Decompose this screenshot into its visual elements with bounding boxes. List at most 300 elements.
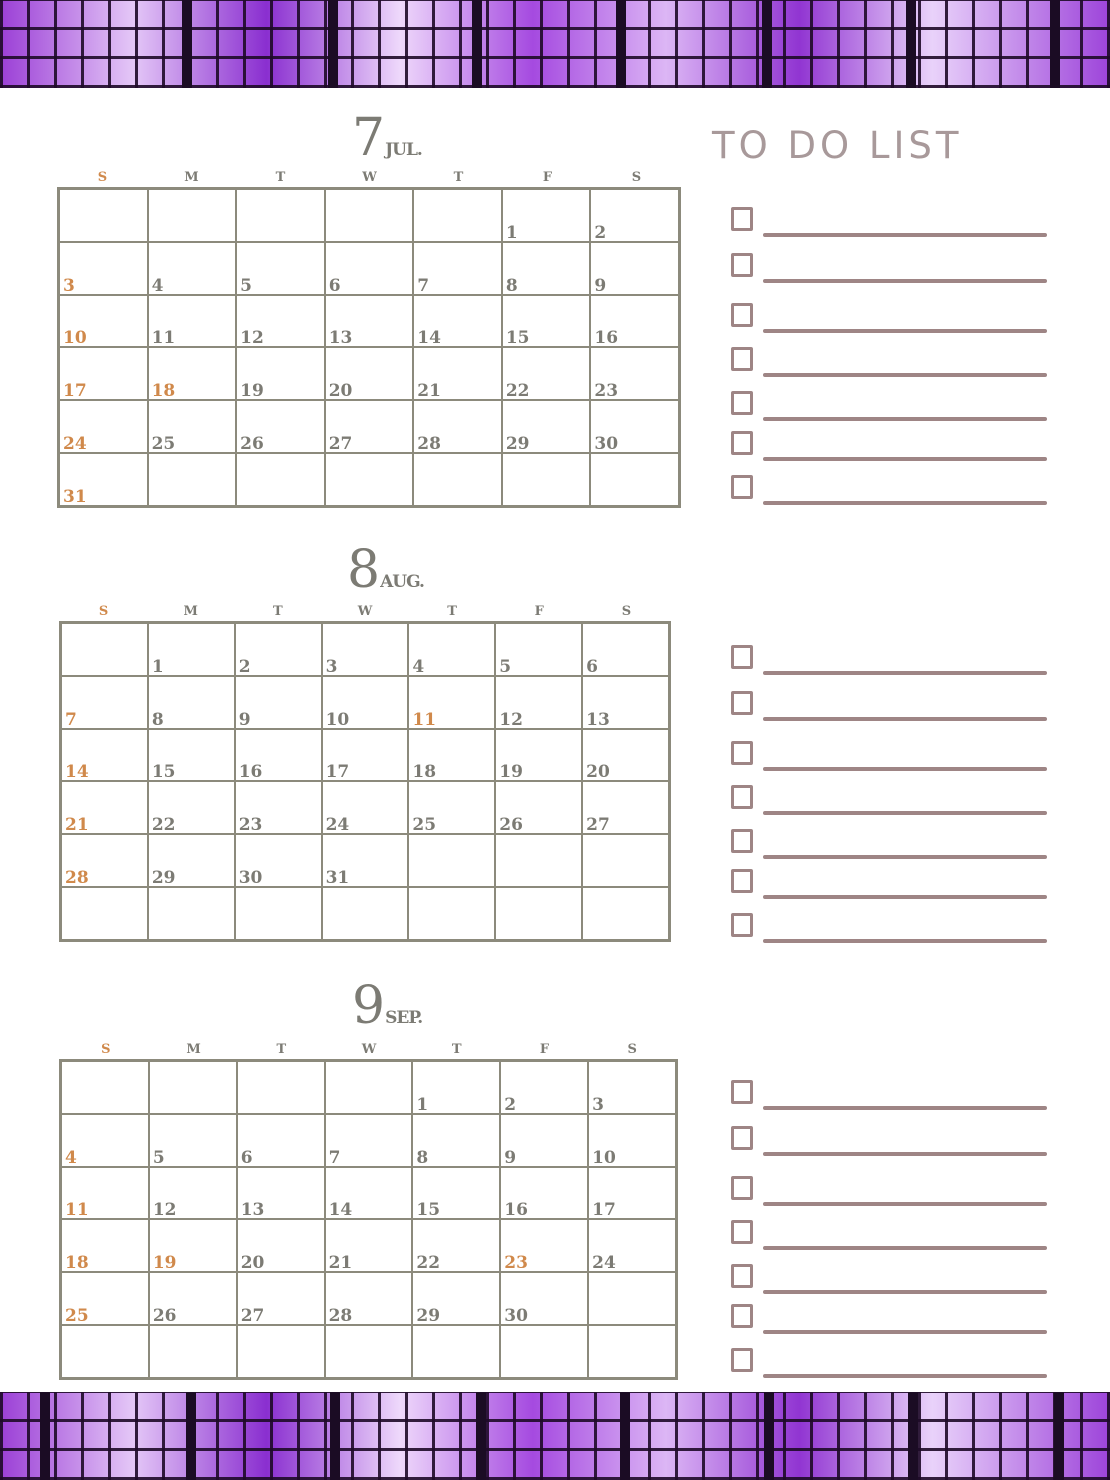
calendar-day-cell[interactable] [148,242,237,295]
weekday-label: S [621,604,632,619]
calendar-day-cell[interactable] [500,1114,588,1167]
calendar-day-cell[interactable] [325,1272,413,1325]
day-number: 23 [504,1253,528,1274]
day-number: 5 [240,275,252,296]
day-number: 3 [325,656,338,677]
day-number: 21 [417,381,441,402]
day-number: 14 [417,328,441,349]
weekday-label: W [362,170,377,185]
day-number: 24 [325,815,350,836]
day-number: 7 [65,709,77,730]
calendar-day-cell[interactable] [325,1061,413,1114]
todo-item [728,645,1048,679]
day-number: 1 [416,1094,429,1115]
calendar-day-cell[interactable] [235,676,322,729]
calendar-day-cell[interactable] [590,453,679,506]
calendar-day-cell[interactable] [325,189,414,242]
calendar-day-cell[interactable] [237,1167,325,1220]
todo-checkbox[interactable] [731,1304,753,1328]
calendar-day-cell[interactable] [500,1325,588,1378]
day-number: 13 [328,328,353,349]
calendar-day-cell[interactable] [59,189,148,242]
calendar-day-cell[interactable] [61,1325,149,1378]
todo-checkbox[interactable] [731,785,753,809]
todo-write-line[interactable] [763,373,1047,377]
todo-write-line[interactable] [763,1290,1047,1294]
todo-write-line[interactable] [763,329,1047,333]
day-number: 22 [151,815,176,836]
calendar-day-cell[interactable] [148,676,235,729]
calendar-day-cell[interactable] [495,781,582,834]
day-number: 27 [328,434,353,455]
day-number: 22 [505,381,530,402]
todo-item [728,431,1048,465]
calendar-day-cell[interactable] [408,887,495,940]
calendar-day-cell[interactable] [148,729,235,782]
weekday-label: S [627,1042,637,1057]
weekday-header-sep [62,1042,676,1057]
calendar-day-cell[interactable] [149,1167,237,1220]
day-number: 8 [151,709,164,730]
todo-checkbox[interactable] [731,691,753,715]
day-number: 2 [594,222,607,243]
calendar-day-cell[interactable] [408,781,495,834]
day-number: 8 [505,275,518,296]
todo-checkbox[interactable] [731,303,753,327]
day-number: 18 [412,762,437,783]
weekday-label: M [184,170,199,185]
calendar-day-cell[interactable] [235,834,322,887]
calendar-day-cell[interactable] [149,1272,237,1325]
calendar-day-cell[interactable] [148,453,237,506]
calendar-day-cell[interactable] [148,347,237,400]
day-number: 11 [151,328,176,349]
calendar-day-cell[interactable] [322,623,409,676]
day-number: 12 [240,328,264,349]
calendar-day-cell[interactable] [61,1167,149,1220]
calendar-day-cell[interactable] [61,1272,149,1325]
calendar-day-cell[interactable] [588,1167,676,1220]
calendar-day-cell[interactable] [413,295,502,348]
todo-item [728,913,1048,947]
weekday-label: T [451,1042,462,1057]
todo-write-line[interactable] [763,855,1047,859]
day-number: 23 [238,815,263,836]
todo-checkbox[interactable] [731,1080,753,1104]
day-number: 25 [412,815,437,836]
calendar-day-cell[interactable] [59,295,148,348]
day-number: 6 [328,275,341,296]
calendar-day-cell[interactable] [590,242,679,295]
calendar-day-cell[interactable] [322,781,409,834]
todo-checkbox[interactable] [731,347,753,371]
day-number: 6 [586,656,598,677]
calendar-day-cell[interactable] [588,1325,676,1378]
calendar-day-cell[interactable] [502,295,591,348]
day-number: 10 [592,1147,616,1168]
todo-checkbox[interactable] [731,431,753,455]
calendar-day-cell[interactable] [148,189,237,242]
todo-item [728,253,1048,287]
bottom-decorative-band [0,1392,1110,1480]
todo-checkbox[interactable] [731,741,753,765]
calendar-day-cell[interactable] [325,1325,413,1378]
day-number: 29 [505,434,530,455]
calendar-day-cell[interactable] [236,242,325,295]
day-number: 20 [328,381,353,402]
calendar-day-cell[interactable] [235,781,322,834]
weekday-label: S [97,170,108,185]
day-number: 18 [151,381,176,402]
calendar-day-cell[interactable] [588,1061,676,1114]
day-number: 13 [240,1200,265,1221]
day-number: 16 [238,762,263,783]
calendar-day-cell[interactable] [61,887,148,940]
day-number: 3 [592,1094,604,1115]
calendar-day-cell[interactable] [148,887,235,940]
day-number: 12 [499,709,523,730]
todo-checkbox[interactable] [731,475,753,499]
weekday-label: F [534,604,544,619]
calendar-day-cell[interactable] [413,347,502,400]
weekday-label: S [101,1042,111,1057]
calendar-day-cell[interactable] [590,400,679,453]
month-abbr: SEP. [385,1008,423,1028]
calendar-day-cell[interactable] [237,1325,325,1378]
day-number: 31 [325,868,350,889]
todo-item [728,869,1048,903]
day-number: 15 [505,328,530,349]
day-number: 27 [586,815,610,836]
day-number: 10 [325,709,350,730]
calendar-day-cell[interactable] [413,400,502,453]
calendar-day-cell[interactable] [236,189,325,242]
calendar-day-cell[interactable] [149,1114,237,1167]
calendar-day-cell[interactable] [588,1219,676,1272]
todo-checkbox[interactable] [731,1264,753,1288]
calendar-day-cell[interactable] [148,295,237,348]
day-number: 2 [238,656,251,677]
calendar-grid-jul [57,187,681,508]
todo-item [728,785,1048,819]
weekday-label: T [447,604,457,619]
todo-write-line[interactable] [763,895,1047,899]
todo-checkbox[interactable] [731,1348,753,1372]
day-number: 1 [151,656,164,677]
day-number: 15 [151,762,176,783]
day-number: 14 [65,762,89,783]
calendar-day-cell[interactable] [235,887,322,940]
day-number: 23 [594,381,619,402]
day-number: 7 [417,275,430,296]
todo-item [728,691,1048,725]
day-number: 11 [65,1200,89,1221]
day-number: 15 [416,1200,441,1221]
day-number: 17 [592,1200,616,1221]
calendar-day-cell[interactable] [582,623,669,676]
todo-item [728,475,1048,509]
calendar-day-cell[interactable] [61,1061,149,1114]
day-number: 14 [328,1200,353,1221]
todo-checkbox[interactable] [731,253,753,277]
day-number: 20 [586,762,610,783]
calendar-day-cell[interactable] [61,729,148,782]
day-number: 12 [152,1200,177,1221]
day-number: 16 [504,1200,528,1221]
todo-item [728,1264,1048,1298]
calendar-day-cell[interactable] [237,1114,325,1167]
calendar-day-cell[interactable] [149,1325,237,1378]
weekday-label: T [453,170,464,185]
day-number: 19 [499,762,523,783]
todo-checkbox[interactable] [731,1126,753,1150]
todo-write-line[interactable] [763,1202,1047,1206]
calendar-day-cell[interactable] [588,1114,676,1167]
calendar-day-cell[interactable] [502,453,591,506]
calendar-day-cell[interactable] [412,1325,500,1378]
calendar-day-cell[interactable] [413,453,502,506]
day-number: 24 [63,434,87,455]
weekday-label: F [542,170,553,185]
calendar-day-cell[interactable] [408,834,495,887]
weekday-label: T [276,1042,287,1057]
todo-list-title: TO DO LIST [712,124,963,167]
day-number: 5 [499,656,512,677]
weekday-header-jul [58,170,681,185]
calendar-day-cell[interactable] [408,729,495,782]
todo-write-line[interactable] [763,457,1047,461]
todo-checkbox[interactable] [731,207,753,231]
calendar-day-cell[interactable] [59,347,148,400]
calendar-day-cell[interactable] [61,834,148,887]
todo-write-line[interactable] [763,1152,1047,1156]
calendar-day-cell[interactable] [588,1272,676,1325]
todo-checkbox[interactable] [731,869,753,893]
calendar-day-cell[interactable] [495,729,582,782]
day-number: 9 [594,275,607,296]
calendar-day-cell[interactable] [412,1114,500,1167]
day-number: 9 [504,1147,517,1168]
calendar-day-cell[interactable] [502,347,591,400]
calendar-day-cell[interactable] [495,623,582,676]
todo-item [728,1348,1048,1382]
calendar-day-cell[interactable] [412,1272,500,1325]
calendar-day-cell[interactable] [412,1167,500,1220]
weekday-header-aug [60,604,670,619]
calendar-day-cell[interactable] [325,347,414,400]
day-number: 1 [505,222,518,243]
calendar-day-cell[interactable] [148,400,237,453]
calendar-day-cell[interactable] [59,400,148,453]
calendar-day-cell[interactable] [582,781,669,834]
day-number: 21 [65,815,89,836]
todo-item [728,829,1048,863]
calendar-day-cell[interactable] [322,887,409,940]
weekday-label: M [183,604,198,619]
calendar-day-cell[interactable] [325,1167,413,1220]
todo-write-line[interactable] [763,939,1047,943]
calendar-day-cell[interactable] [325,1219,413,1272]
todo-item [728,1304,1048,1338]
calendar-day-cell[interactable] [61,1114,149,1167]
calendar-day-cell[interactable] [235,623,322,676]
todo-write-line[interactable] [763,1374,1047,1378]
calendar-day-cell[interactable] [322,729,409,782]
calendar-day-cell[interactable] [412,1219,500,1272]
todo-write-line[interactable] [763,811,1047,815]
todo-checkbox[interactable] [731,913,753,937]
weekday-label: S [631,170,642,185]
month-number: 9 [352,976,384,1036]
calendar-day-cell[interactable] [495,834,582,887]
calendar-day-cell[interactable] [236,295,325,348]
month-title-sep [352,976,422,1036]
day-number: 9 [238,709,251,730]
todo-checkbox[interactable] [731,645,753,669]
calendar-day-cell[interactable] [502,189,591,242]
day-number: 6 [240,1147,253,1168]
calendar-day-cell[interactable] [500,1219,588,1272]
calendar-day-cell[interactable] [500,1272,588,1325]
day-number: 21 [328,1253,353,1274]
day-number: 30 [594,434,619,455]
calendar-day-cell[interactable] [61,781,148,834]
month-title-jul [352,108,422,168]
todo-write-line[interactable] [763,1246,1047,1250]
todo-write-line[interactable] [763,501,1047,505]
calendar-day-cell[interactable] [408,623,495,676]
calendar-day-cell[interactable] [412,1061,500,1114]
day-number: 25 [151,434,176,455]
calendar-day-cell[interactable] [325,242,414,295]
calendar-grid-sep [59,1059,678,1380]
calendar-day-cell[interactable] [236,400,325,453]
month-abbr: JUL. [385,140,422,160]
calendar-day-cell[interactable] [236,347,325,400]
weekday-label: S [98,604,109,619]
todo-item [728,1126,1048,1160]
calendar-day-cell[interactable] [149,1061,237,1114]
calendar-day-cell[interactable] [61,676,148,729]
calendar-day-cell[interactable] [322,676,409,729]
calendar-day-cell[interactable] [235,729,322,782]
calendar-day-cell[interactable] [582,729,669,782]
todo-item [728,1176,1048,1210]
calendar-day-cell[interactable] [148,781,235,834]
day-number: 20 [240,1253,265,1274]
calendar-day-cell[interactable] [325,453,414,506]
day-number: 27 [240,1306,265,1327]
calendar-day-cell[interactable] [237,1272,325,1325]
day-number: 4 [412,656,425,677]
todo-write-line[interactable] [763,767,1047,771]
todo-checkbox[interactable] [731,1176,753,1200]
month-number: 7 [352,108,384,168]
calendar-day-cell[interactable] [590,347,679,400]
todo-checkbox[interactable] [731,391,753,415]
calendar-day-cell[interactable] [582,834,669,887]
weekday-label: T [275,170,286,185]
todo-item [728,303,1048,337]
day-number: 26 [499,815,523,836]
todo-write-line[interactable] [763,279,1047,283]
calendar-day-cell[interactable] [59,242,148,295]
calendar-day-cell[interactable] [149,1219,237,1272]
calendar-day-cell[interactable] [148,834,235,887]
todo-write-line[interactable] [763,717,1047,721]
calendar-day-cell[interactable] [236,453,325,506]
day-number: 30 [238,868,263,889]
todo-item [728,347,1048,381]
todo-checkbox[interactable] [731,1220,753,1244]
day-number: 4 [65,1147,77,1168]
weekday-label: M [186,1042,201,1057]
todo-write-line[interactable] [763,1106,1047,1110]
todo-item [728,391,1048,425]
calendar-day-cell[interactable] [502,400,591,453]
calendar-day-cell[interactable] [495,887,582,940]
day-number: 13 [586,709,610,730]
month-number: 8 [347,540,379,600]
top-decorative-band [0,0,1110,88]
calendar-day-cell[interactable] [322,834,409,887]
day-number: 18 [65,1253,89,1274]
calendar-day-cell[interactable] [500,1061,588,1114]
calendar-day-cell[interactable] [500,1167,588,1220]
day-number: 19 [240,381,264,402]
calendar-day-cell[interactable] [325,295,414,348]
day-number: 31 [63,487,87,507]
day-number: 22 [416,1253,441,1274]
calendar-day-cell[interactable] [61,623,148,676]
calendar-day-cell[interactable] [582,887,669,940]
day-number: 29 [151,868,176,889]
day-number: 28 [417,434,441,455]
todo-item [728,1220,1048,1254]
calendar-day-cell[interactable] [495,676,582,729]
calendar-day-cell[interactable] [413,189,502,242]
day-number: 26 [152,1306,177,1327]
calendar-day-cell[interactable] [148,623,235,676]
weekday-label: W [361,1042,377,1057]
day-number: 2 [504,1094,517,1115]
day-number: 10 [63,328,87,349]
calendar-day-cell[interactable] [59,453,148,506]
weekday-label: F [539,1042,550,1057]
todo-write-line[interactable] [763,417,1047,421]
calendar-day-cell[interactable] [502,242,591,295]
day-number: 25 [65,1306,89,1327]
weekday-label: T [273,604,283,619]
todo-item [728,741,1048,775]
calendar-day-cell[interactable] [590,295,679,348]
calendar-day-cell[interactable] [413,242,502,295]
calendar-day-cell[interactable] [590,189,679,242]
day-number: 16 [594,328,619,349]
todo-write-line[interactable] [763,671,1047,675]
calendar-day-cell[interactable] [408,676,495,729]
calendar-day-cell[interactable] [582,676,669,729]
day-number: 17 [325,762,350,783]
todo-write-line[interactable] [763,1330,1047,1334]
calendar-day-cell[interactable] [325,400,414,453]
calendar-day-cell[interactable] [237,1061,325,1114]
todo-checkbox[interactable] [731,829,753,853]
calendar-day-cell[interactable] [325,1114,413,1167]
calendar-day-cell[interactable] [237,1219,325,1272]
todo-write-line[interactable] [763,233,1047,237]
calendar-day-cell[interactable] [61,1219,149,1272]
